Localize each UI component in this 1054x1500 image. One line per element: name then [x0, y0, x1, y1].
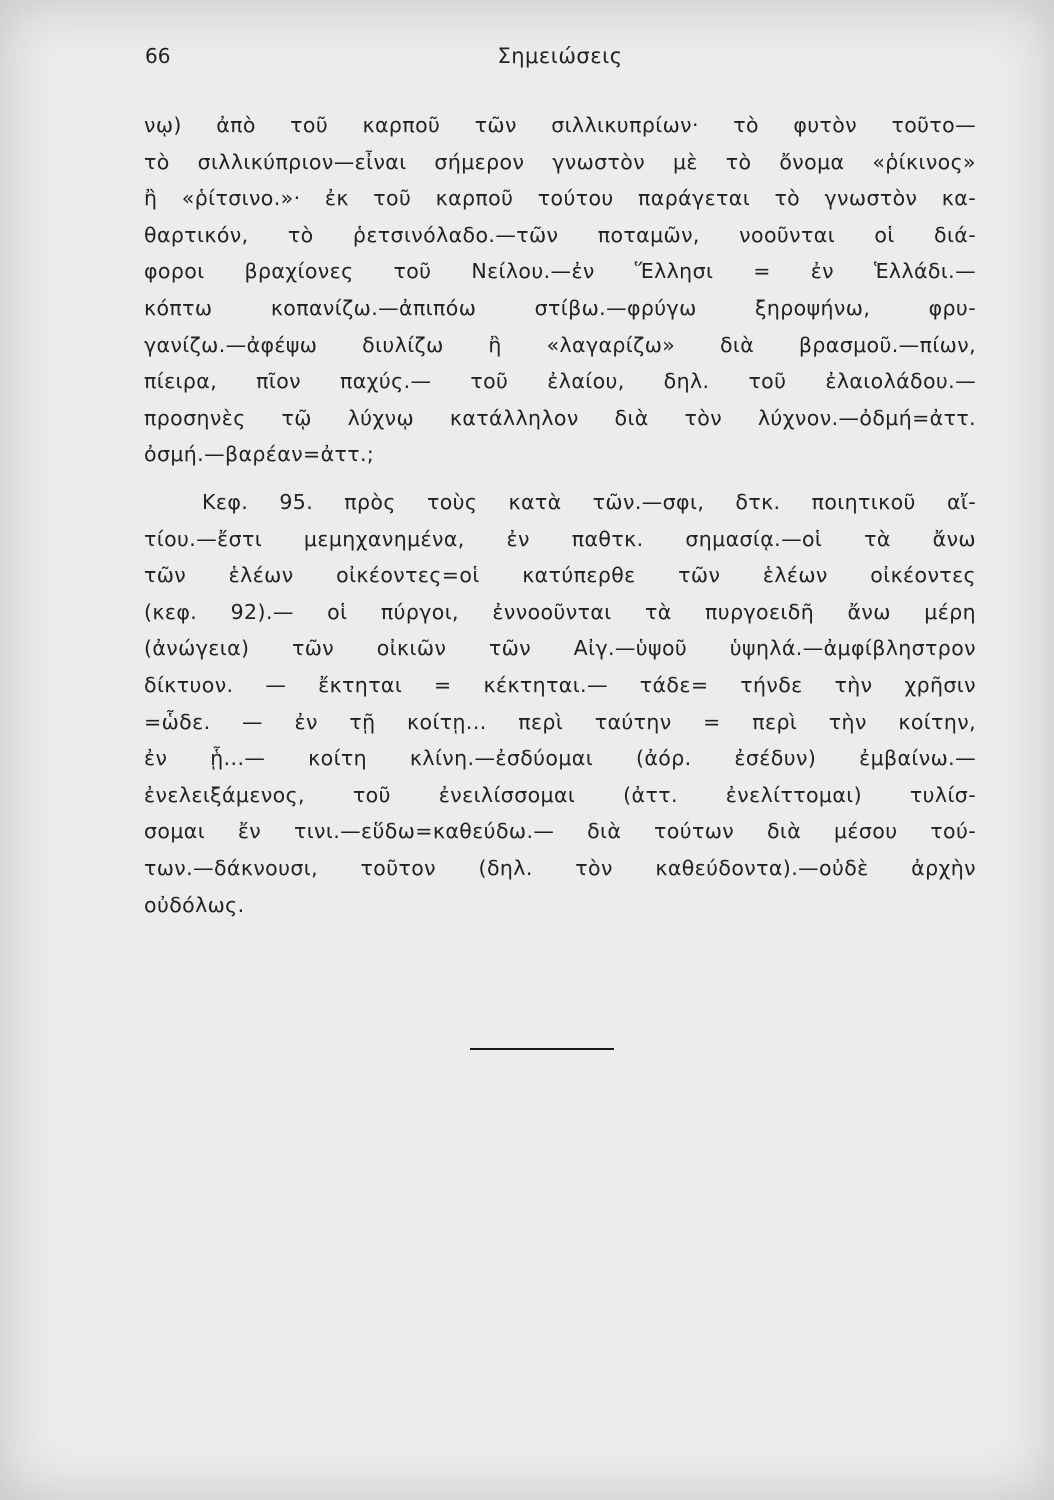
notes-paragraph-1	[144, 107, 976, 473]
text-line: φοροι βραχίονες τοῦ Νείλου.—ἐν Ἕλλησι = ἐν Ἑλλάδι.—	[144, 259, 976, 284]
text-line: ὀσμή.—βαρέαν=ἀττ.;	[144, 442, 375, 467]
text-line: δίκτυον. — ἔκτηται = κέκτηται.— τάδε= τήνδε τὴν χρῆσιν	[144, 672, 976, 697]
text-line: οὐδόλως.	[144, 892, 245, 917]
page-number: 66	[145, 44, 171, 68]
text-line: πίειρα, πῖον παχύς.— τοῦ ἐλαίου, δηλ. τοῦ ἐλαιολάδου.—	[144, 369, 976, 394]
text-line: γανίζω.—ἀφέψω διυλίζω ἢ «λαγαρίζω» διὰ βρασμοῦ.—πίων,	[144, 332, 976, 357]
text-line: ἢ «ῥίτσινο.»· ἐκ τοῦ καρποῦ τούτου παράγεται τὸ γνωστὸν κα-	[144, 186, 976, 211]
text-line: θαρτικόν, τὸ ῥετσινόλαδο.—τῶν ποταμῶν, νοοῦνται οἱ διά-	[144, 222, 976, 247]
page-header	[145, 44, 975, 74]
text-line: (κεφ. 92).— οἱ πύργοι, ἐννοοῦνται τὰ πυργοειδῆ ἄνω μέρη	[144, 599, 976, 624]
text-line: νῳ) ἀπὸ τοῦ καρποῦ τῶν σιλλικυπρίων· τὸ φυτὸν τοῦτο—	[144, 113, 976, 137]
text-line: των.—δάκνουσι, τοῦτον (δηλ. τὸν καθεύδοντα).—οὐδὲ ἀρχὴν	[144, 855, 976, 880]
text-line: σομαι ἔν τινι.—εὕδω=καθεύδω.— διὰ τούτων διὰ μέσου τού-	[144, 819, 976, 844]
text-line: ἐνελειξάμενος, τοῦ ἐνειλίσσομαι (ἀττ. ἐνελίττομαι) τυλίσ-	[144, 782, 976, 807]
section-divider	[470, 1048, 614, 1050]
text-line: τίου.—ἔστι μεμηχανημένα, ἐν παθτκ. σημασίᾳ.—οἱ τὰ ἄνω	[144, 526, 976, 551]
text-line: τῶν ἑλέων οἰκέοντες=οἱ κατύπερθε τῶν ἑλέων οἰκέοντες	[144, 563, 976, 588]
running-title: Σημειώσεις	[497, 44, 623, 68]
notes-paragraph-2	[144, 484, 976, 923]
text-line: Κεφ. 95. πρὸς τοὺς κατὰ τῶν.—σφι, δτκ. ποιητικοῦ αἴ-	[202, 490, 976, 514]
text-line: (ἀνώγεια) τῶν οἰκιῶν τῶν Αἰγ.—ὑψοῦ ὑψηλά.—ἀμφίβληστρον	[144, 636, 976, 661]
text-line: κόπτω κοπανίζω.—ἀπιπόω στίβω.—φρύγω ξηροψήνω, φρυ-	[144, 295, 976, 320]
text-line: τὸ σιλλικύπριον—εἶναι σήμερον γνωστὸν μὲ τὸ ὄνομα «ῥίκινος»	[144, 149, 976, 174]
text-line: ἐν ᾗ...— κοίτη κλίνη.—ἐσδύομαι (ἀόρ. ἐσέδυν) ἐμβαίνω.—	[144, 746, 976, 771]
text-line: =ὧδε. — ἐν τῇ κοίτῃ... περὶ ταύτην = περὶ τὴν κοίτην,	[144, 709, 976, 734]
text-line: προσηνὲς τῷ λύχνῳ κατάλληλον διὰ τὸν λύχνον.—ὀδμή=ἀττ.	[144, 405, 976, 430]
